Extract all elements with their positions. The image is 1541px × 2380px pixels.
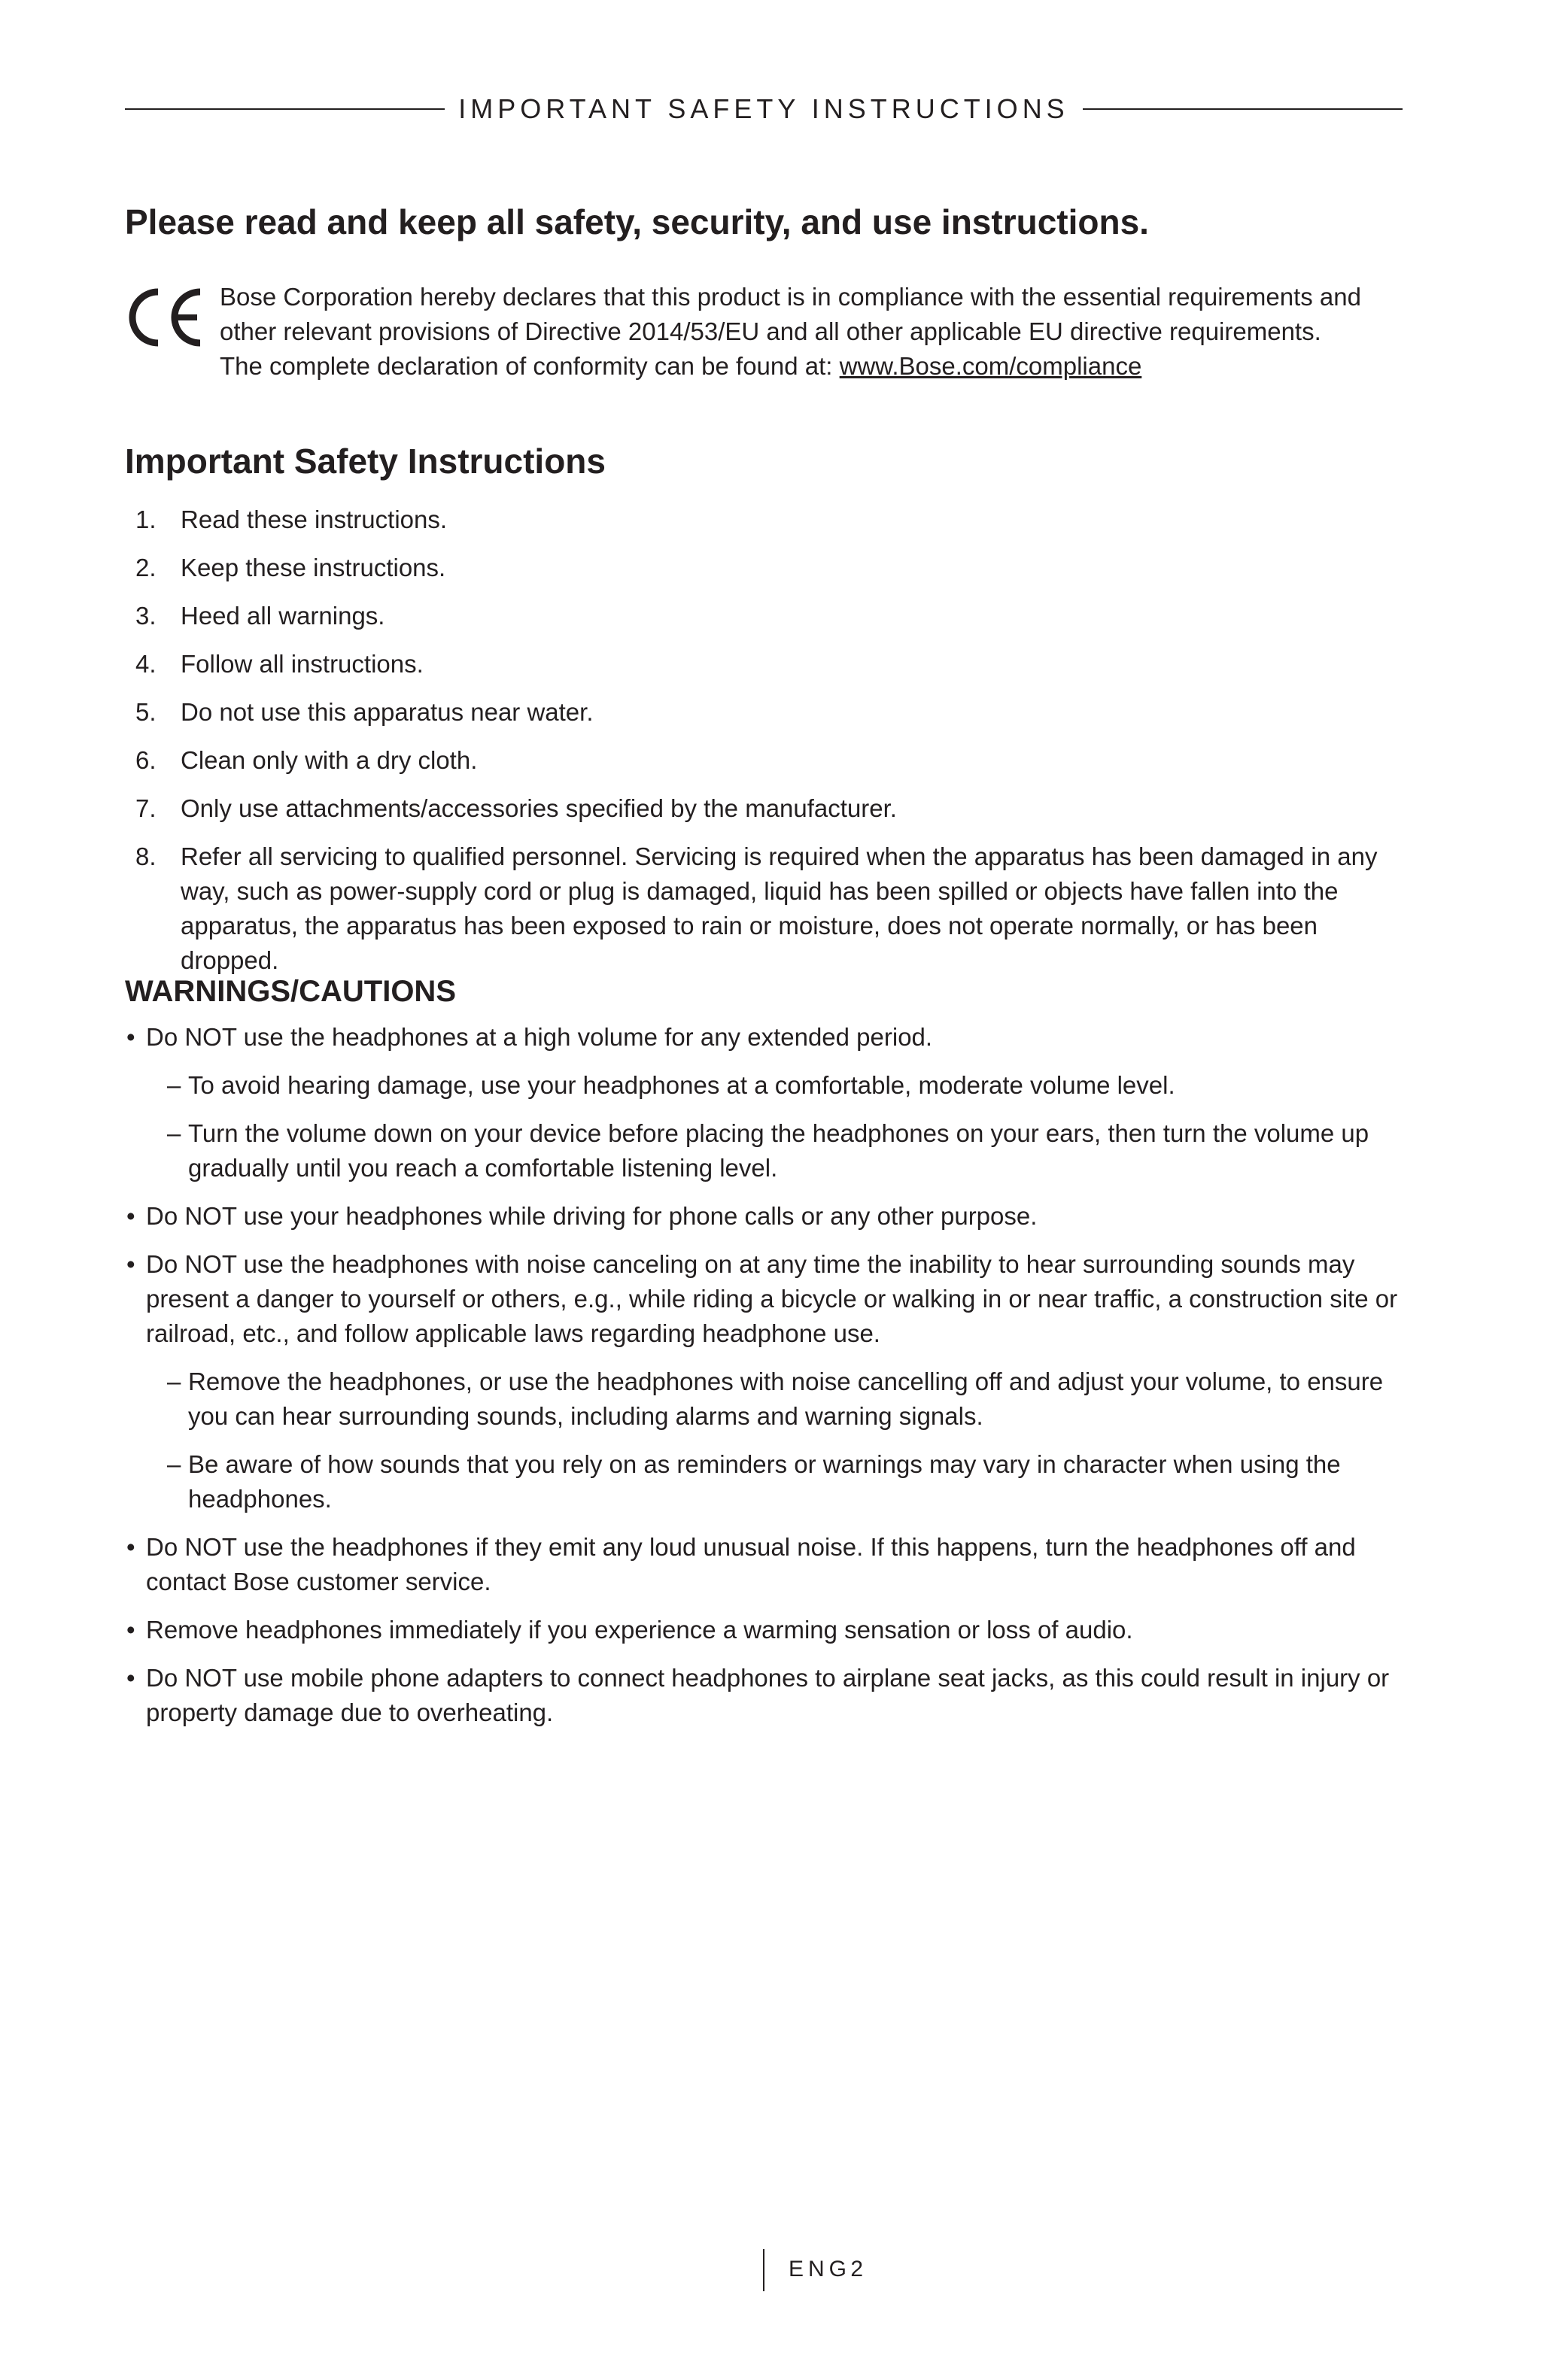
warning-item — [125, 1661, 1403, 1730]
bullet-icon: • — [126, 1616, 135, 1644]
bullet-icon: • — [126, 1533, 135, 1561]
safety-item-number: 4. — [135, 650, 157, 678]
safety-list — [125, 502, 1403, 991]
ce-line-1: Bose Corporation hereby declares that this product is in compliance with the essential requirements and — [220, 283, 1361, 311]
running-header — [125, 92, 1403, 126]
page-footer — [125, 2249, 1403, 2291]
warning-sub-item — [146, 1116, 1403, 1185]
warnings-list — [125, 1020, 1403, 1744]
dash-icon: – — [167, 1119, 181, 1147]
safety-item — [125, 551, 1403, 585]
warnings-title: WARNINGS/CAUTIONS — [125, 975, 456, 1008]
warning-text: Do NOT use your headphones while driving for phone calls or any other purpose. — [146, 1202, 1038, 1230]
header-rule-right — [1083, 108, 1403, 110]
warning-item — [125, 1199, 1403, 1234]
header-title: IMPORTANT SAFETY INSTRUCTIONS — [458, 93, 1069, 124]
safety-item — [125, 599, 1403, 633]
warning-item — [125, 1020, 1403, 1185]
bullet-icon: • — [126, 1202, 135, 1230]
warning-sub-text: Be aware of how sounds that you rely on as reminders or warnings may vary in character when using the headphones. — [188, 1450, 1341, 1513]
bullet-icon: • — [126, 1250, 135, 1278]
compliance-link[interactable]: www.Bose.com/compliance — [839, 352, 1142, 380]
safety-item-text: Do not use this apparatus near water. — [181, 698, 594, 726]
safety-item-text: Only use attachments/accessories specified by the manufacturer. — [181, 794, 897, 822]
safety-item-text: Heed all warnings. — [181, 602, 385, 630]
dash-icon: – — [167, 1368, 181, 1395]
safety-item — [125, 695, 1403, 730]
ce-line-2: other relevant provisions of Directive 2014/53/EU and all other applicable EU directive requirements. — [220, 317, 1321, 345]
footer-divider — [763, 2249, 764, 2291]
safety-item-number: 8. — [135, 842, 157, 870]
warning-text: Do NOT use the headphones with noise canceling on at any time the inability to hear surrounding sounds may present a danger to yourself or others, e.g., while riding a bicycle or walking in or near traffic, a construction site or railroad, etc., and follow applicable laws regarding headphone use. — [146, 1250, 1398, 1347]
safety-item-number: 5. — [135, 698, 157, 726]
warning-sub-text: To avoid hearing damage, use your headphones at a comfortable, moderate volume level. — [188, 1071, 1175, 1099]
warning-text: Do NOT use the headphones at a high volume for any extended period. — [146, 1023, 933, 1051]
safety-item — [125, 502, 1403, 537]
safety-item — [125, 839, 1403, 978]
warning-sub-item — [146, 1365, 1403, 1434]
safety-item-text: Follow all instructions. — [181, 650, 424, 678]
safety-item-number: 7. — [135, 794, 157, 822]
safety-item-number: 1. — [135, 505, 157, 533]
safety-item — [125, 743, 1403, 778]
safety-item — [125, 647, 1403, 682]
warning-sub-text: Remove the headphones, or use the headphones with noise cancelling off and adjust your volume, to ensure you can hear surrounding sounds, including alarms and warning signals. — [188, 1368, 1384, 1430]
warning-sub-text: Turn the volume down on your device before placing the headphones on your ears, then turn the volume up gradually until you reach a comfortable listening level. — [188, 1119, 1369, 1182]
warning-text: Do NOT use the headphones if they emit any loud unusual noise. If this happens, turn the headphones off and contact Bose customer service. — [146, 1533, 1356, 1595]
bullet-icon: • — [126, 1023, 135, 1051]
ce-text — [220, 280, 1394, 384]
page-number: 2 — [850, 2257, 865, 2281]
safety-item-text: Refer all servicing to qualified personnel. Servicing is required when the apparatus has been damaged in any way, such as power-supply cord or plug is damaged, liquid has been spilled or objects have fallen into the apparatus, the apparatus has been exposed to rain or moisture, does not operate normally, or has been dropped. — [181, 842, 1378, 974]
warning-text: Do NOT use mobile phone adapters to connect headphones to airplane seat jacks, as this could result in injury or property damage due to overheating. — [146, 1664, 1390, 1726]
safety-title: Important Safety Instructions — [125, 442, 606, 481]
ce-line-3: The complete declaration of conformity can be found at: — [220, 352, 840, 380]
warning-item — [125, 1530, 1403, 1599]
warning-item — [125, 1247, 1403, 1516]
warning-sub-item — [146, 1447, 1403, 1516]
header-rule-left — [125, 108, 445, 110]
language-code: ENG — [789, 2257, 852, 2281]
warning-text: Remove headphones immediately if you experience a warming sensation or loss of audio. — [146, 1616, 1133, 1644]
dash-icon: – — [167, 1071, 181, 1099]
safety-item-number: 3. — [135, 602, 157, 630]
safety-item — [125, 791, 1403, 826]
lead-heading: Please read and keep all safety, security, and use instructions. — [125, 202, 1149, 241]
safety-item-text: Keep these instructions. — [181, 554, 446, 581]
safety-item-number: 6. — [135, 746, 157, 774]
warning-sub-item — [146, 1068, 1403, 1103]
ce-mark-icon — [125, 286, 203, 349]
safety-item-text: Read these instructions. — [181, 505, 448, 533]
bullet-icon: • — [126, 1664, 135, 1692]
warning-item — [125, 1613, 1403, 1647]
dash-icon: – — [167, 1450, 181, 1478]
safety-item-number: 2. — [135, 554, 157, 581]
safety-item-text: Clean only with a dry cloth. — [181, 746, 478, 774]
